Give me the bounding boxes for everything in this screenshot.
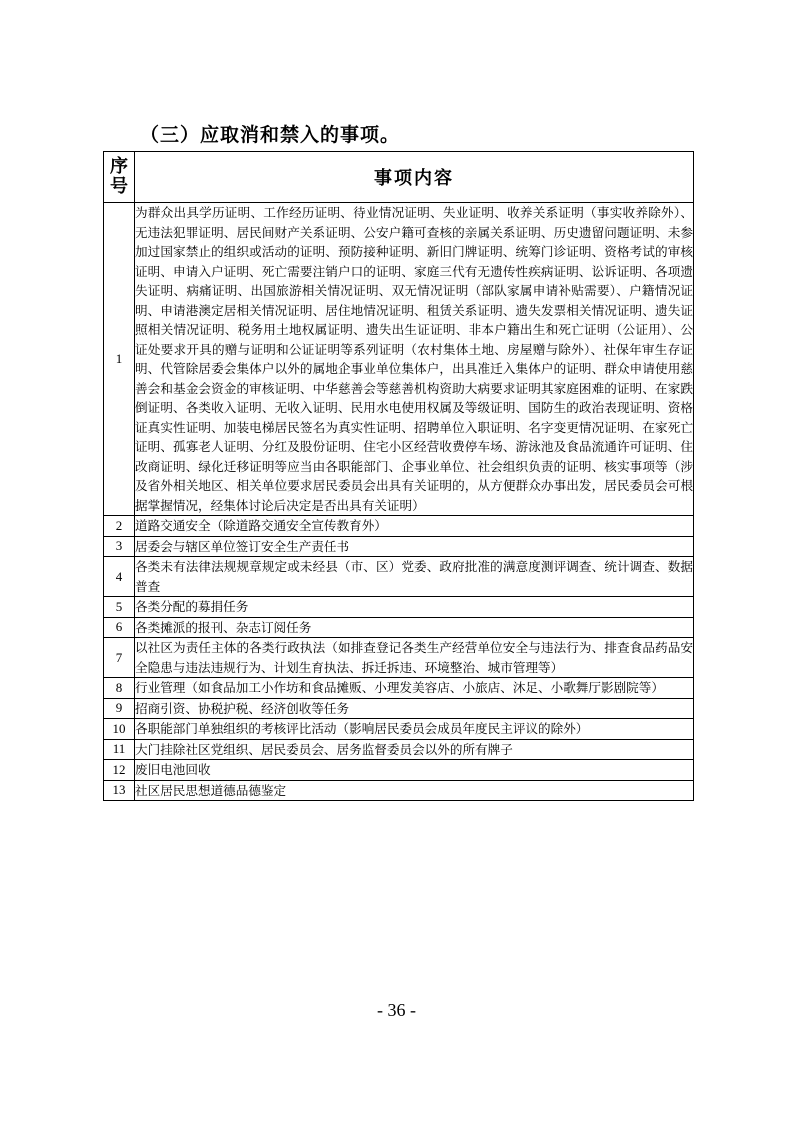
row-number: 7 <box>104 638 135 678</box>
table-row <box>104 760 694 781</box>
section-title: （三）应取消和禁入的事项。 <box>140 124 401 146</box>
row-number: 3 <box>104 536 135 557</box>
table-row <box>104 739 694 760</box>
row-number: 9 <box>104 698 135 719</box>
row-content: 以社区为责任主体的各类行政执法（如排查登记各类生产经营单位安全与违法行为、排查食品药品安全隐患与违法违规行为、计划生育执法、拆迁拆违、环境整治、城市管理等） <box>135 638 694 678</box>
row-content: 大门挂除社区党组织、居民委员会、居务监督委员会以外的所有牌子 <box>135 739 694 760</box>
row-content: 招商引资、协税护税、经济创收等任务 <box>135 698 694 719</box>
row-content: 社区居民思想道德品德鉴定 <box>135 780 694 801</box>
page-number: - 36 - <box>377 1000 416 1020</box>
table-row <box>104 719 694 740</box>
row-content: 道路交通安全（除道路交通安全宣传教育外） <box>135 516 694 537</box>
table-header-row <box>104 152 694 203</box>
row-content: 行业管理（如食品加工小作坊和食品摊贩、小理发美容店、小旅店、沐足、小歌舞厅影剧院等） <box>135 678 694 699</box>
header-number-char-2: 号 <box>110 176 128 197</box>
table-row <box>104 698 694 719</box>
row-number: 12 <box>104 760 135 781</box>
table-row <box>104 638 694 678</box>
row-number: 13 <box>104 780 135 801</box>
items-table <box>103 151 694 801</box>
row-number: 1 <box>104 203 135 516</box>
row-number: 5 <box>104 597 135 618</box>
row-content: 各职能部门单独组织的考核评比活动（影响居民委员会成员年度民主评议的除外） <box>135 719 694 740</box>
row-number: 2 <box>104 516 135 537</box>
header-number-char-1: 序 <box>110 156 128 177</box>
header-content: 事项内容 <box>135 152 694 203</box>
table-row <box>104 597 694 618</box>
row-content: 各类摊派的报刊、杂志订阅任务 <box>135 617 694 638</box>
table-row <box>104 203 694 516</box>
table-row <box>104 617 694 638</box>
row-number: 8 <box>104 678 135 699</box>
row-content: 居委会与辖区单位签订安全生产责任书 <box>135 536 694 557</box>
row-content: 为群众出具学历证明、工作经历证明、待业情况证明、失业证明、收养关系证明（事实收养除外）、无违法犯罪证明、居民间财产关系证明、公安户籍可查核的亲属关系证明、历史遗留问题证明、未参加过国家禁止的组织或活动的证明、预防接种证明、新旧门牌证明、统筹门诊证明、资格考试的审核证明、申请入户证明、死亡需要注销户口的证明、家庭三代有无遗传性疾病证明、讼诉证明、各项遗失证明、病痛证明、出国旅游相关情况证明、双无情况证明（部队家属申请补贴需要）、户籍情况证明、申请港澳定居相关情况证明、居住地情况证明、租赁关系证明、遗失发票相关情况证明、遗失证照相关情况证明、税务用土地权属证明、遗失出生证证明、非本户籍出生和死亡证明（公证用）、公证处要求开具的赠与证明和公证证明等系列证明（农村集体土地、房屋赠与除外）、社保年审生存证明、代管除居委会集体户以外的属地企事业单位集体户，出具准迁入集体户的证明、群众申请使用慈善会和基金会资金的审核证明、中华慈善会等慈善机构资助大病要求证明其家庭困难的证明、在家跌倒证明、各类收入证明、无收入证明、民用水电使用权属及等级证明、国防生的政治表现证明、资格证真实性证明、加装电梯居民签名为真实性证明、招聘单位入职证明、名字变更情况证明、在家死亡证明、孤寡老人证明、分红及股份证明、住宅小区经营收费停车场、游泳池及食品流通许可证明、住改商证明、绿化迁移证明等应当由各职能部门、企事业单位、社会组织负责的证明、核实事项等（涉及省外相关地区、相关单位要求居民委员会出具有关证明的，从方便群众办事出发，居民委员会可根据掌握情况，经集体讨论后决定是否出具有关证明） <box>135 203 694 516</box>
row-number: 4 <box>104 557 135 597</box>
row-number: 10 <box>104 719 135 740</box>
table-row <box>104 536 694 557</box>
row-content: 各类分配的募捐任务 <box>135 597 694 618</box>
row-content: 废旧电池回收 <box>135 760 694 781</box>
row-number: 6 <box>104 617 135 638</box>
table-row <box>104 557 694 597</box>
table-row <box>104 678 694 699</box>
header-number <box>104 152 135 203</box>
table-row <box>104 780 694 801</box>
row-number: 11 <box>104 739 135 760</box>
row-content: 各类未有法律法规规章规定或未经县（市、区）党委、政府批准的满意度测评调查、统计调查、数据普查 <box>135 557 694 597</box>
table-row <box>104 516 694 537</box>
